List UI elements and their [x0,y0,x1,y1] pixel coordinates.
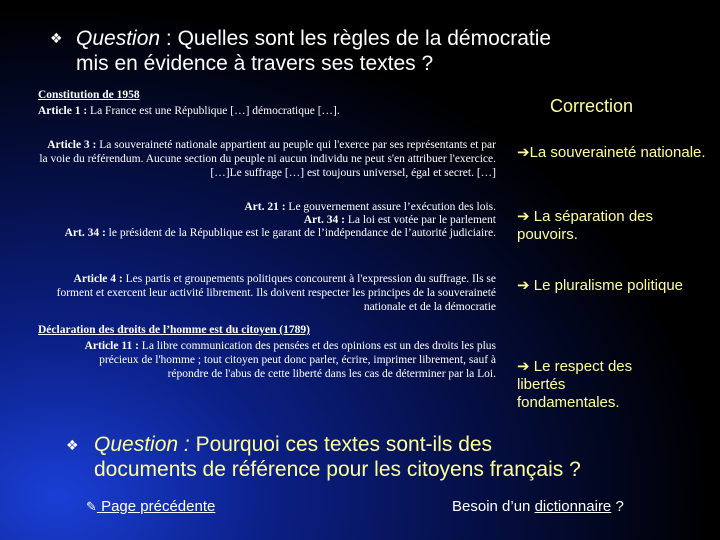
article-34-president-text: le président de la République est le garant de l’indépendance de l’autorité judiciaire. [105,227,496,239]
correction-item-label: Le pluralisme politique [529,277,683,294]
question2-text: Pourquoi ces textes sont-ils des [189,433,493,456]
question1-line2: mis en évidence à travers ses textes ? [76,52,434,75]
article-34-law-label: Art. 34 : [303,214,345,226]
question1-label: Question [76,27,161,50]
article-21 [38,200,496,214]
bullet-diamond-icon: ❖ [66,438,79,454]
bullet-diamond-icon: ❖ [50,31,63,47]
article-21-text: Le gouvernement assure l’exécution des lois. [285,201,496,213]
article-34-law-text: La loi est votée par le parlement [344,214,496,226]
question2-label: Question : [94,433,190,456]
article-3-text: La souveraineté nationale appartient au peuple qui l'exerce par ses représentants et par la voie du référendum. Aucune section du peuple ni aucun individu ne peut s'en attribuer l'exercice. […]Le suffrage […] est toujours universel, égal et secret. […] [39,139,496,179]
article-4 [38,272,496,314]
correction-item-label: La séparation des pouvoirs. [517,208,653,243]
article-3-label: Article 3 : [47,139,97,151]
correction-item-sovereignty [517,143,707,162]
question2-line2: documents de référence pour les citoyens français ? [94,458,581,481]
arrow-right-icon: ➔ [517,143,530,161]
dictionary-link[interactable]: dictionnaire [534,498,612,515]
correction-item-label: Le respect des libertés fondamentales. [517,358,633,411]
article-4-label: Article 4 : [73,273,123,285]
correction-item-separation [517,207,707,244]
article-34-president-label: Art. 34 : [64,227,106,239]
previous-page-link[interactable] [86,498,215,515]
article-34-law [38,213,496,227]
dictionary-prompt [452,498,624,515]
article-21-label: Art. 21 : [244,201,286,213]
correction-item-pluralism [517,276,707,295]
correction-item-liberties [517,357,647,412]
dictionary-prefix: Besoin d’un [452,498,535,515]
article-1-text: La France est une République […] démocratique […]. [87,105,340,117]
question1-title [76,26,706,76]
article-11-text: La libre communication des pensées et des opinions est un des droits les plus précieux de l'homme ; tout citoyen peut donc parler, écrire, imprimer librement, sauf à répondre de l'abus de cette liberté dans les cas de déterminer par la Loi. [99,340,496,380]
previous-page-label[interactable]: Page précédente [96,498,216,515]
article-4-text: Les partis et groupements politiques concourent à l'expression du suffrage. Ils se forment et exercent leur activité librement. Ils doivent respecter les principes de la souveraineté nationale et de la démocratie [56,273,496,313]
arrow-right-icon: ➔ [517,357,530,375]
article-1-label: Article 1 : [38,105,88,117]
arrow-right-icon: ➔ [517,276,530,294]
arrow-right-icon: ➔ [517,207,530,225]
article-1 [38,104,438,118]
question1-text: : Quelles sont les règles de la démocratie [160,27,552,50]
dictionary-suffix: ? [611,498,624,515]
article-34-president [38,226,496,240]
question2-title [94,432,709,482]
correction-title: Correction [550,96,634,116]
article-3 [38,138,496,180]
article-11-label: Article 11 : [84,340,139,352]
pencil-icon: ✎ [86,500,97,515]
declaration-heading[interactable]: Déclaration des droits de l’homme est du citoyen (1789) [38,324,310,336]
article-11 [60,339,496,381]
constitution-heading[interactable]: Constitution de 1958 [38,89,140,101]
correction-item-label: La souveraineté nationale. [529,144,706,161]
